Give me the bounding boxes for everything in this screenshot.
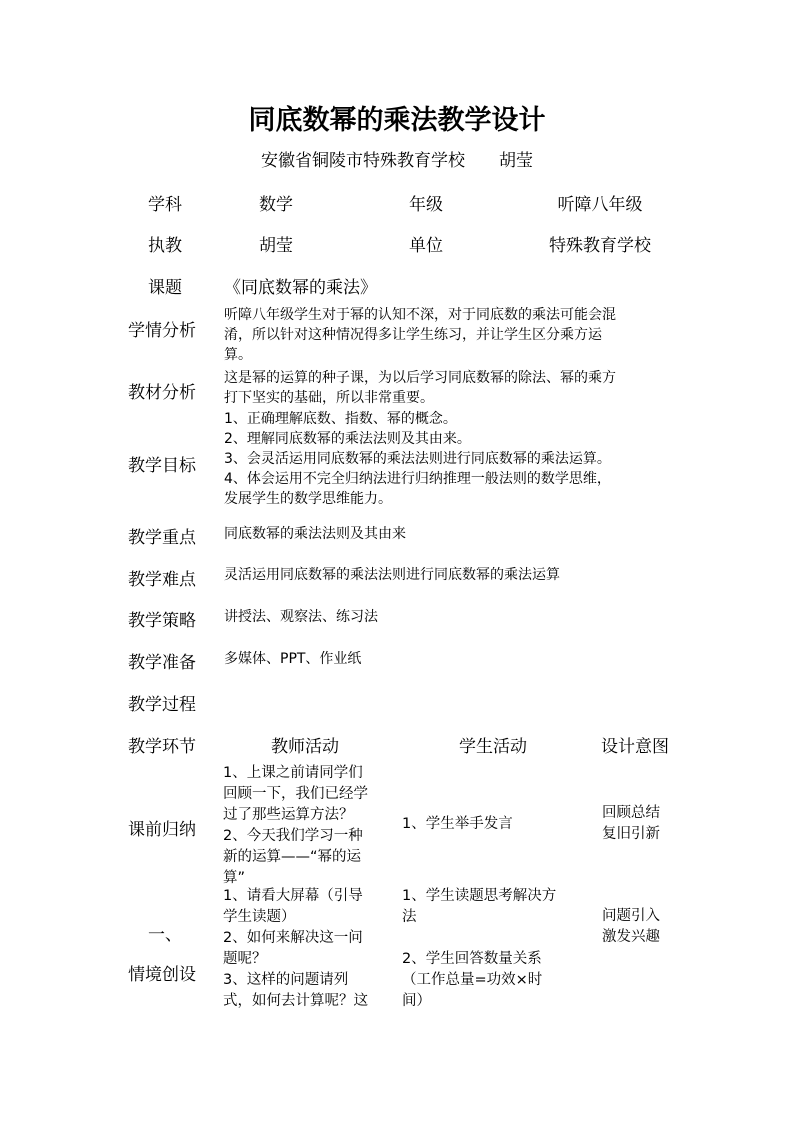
activity-line: 2、今天我们学习一种 bbox=[223, 828, 363, 844]
subject-label: 学科 bbox=[148, 195, 182, 215]
section-content: 灵活运用同底数幂的乘法法则进行同底数幂的乘法运算 bbox=[224, 567, 560, 583]
activity-line: 法 bbox=[402, 909, 417, 925]
section-label: 教材分析 bbox=[128, 383, 196, 403]
section-label: 教学策略 bbox=[128, 611, 196, 631]
content-line: 4、体会运用不完全归纳法进行归纳推理一般法则的数学思维， bbox=[224, 471, 611, 487]
activity-line: 式，如何去计算呢？这 bbox=[223, 993, 368, 1009]
intent-line: 回顾总结 bbox=[602, 805, 660, 821]
activity-line: 2、如何来解决这一问 bbox=[223, 930, 363, 946]
section-content: 讲授法、观察法、练习法 bbox=[224, 609, 378, 625]
subject-value: 数学 bbox=[259, 195, 293, 215]
activity-line: （工作总量=功效×时 bbox=[402, 972, 543, 988]
section-content: 多媒体、PPT、作业纸 bbox=[224, 651, 362, 667]
teacher-value: 胡莹 bbox=[259, 236, 293, 256]
unit-value: 特殊教育学校 bbox=[549, 236, 651, 256]
process-header-teacher: 教师活动 bbox=[271, 737, 339, 757]
section-label: 学情分析 bbox=[128, 321, 196, 341]
process-stage: 情境创设 bbox=[128, 965, 196, 985]
section-label: 教学重点 bbox=[128, 528, 196, 548]
activity-line: 题呢？ bbox=[223, 951, 267, 967]
teacher-label: 执教 bbox=[148, 236, 182, 256]
activity-line: 过了那些运算方法？ bbox=[223, 807, 354, 823]
section-label: 教学难点 bbox=[128, 570, 196, 590]
page-subtitle: 安徽省铜陵市特殊教育学校 胡莹 bbox=[261, 151, 533, 171]
section-label: 教学准备 bbox=[128, 653, 196, 673]
activity-line bbox=[402, 928, 582, 949]
content-line: 3、会灵活运用同底数幂的乘法法则进行同底数幂的乘法运算。 bbox=[224, 451, 611, 467]
content-line: 淆，所以针对这种情况得多让学生练习，并让学生区分乘方运 bbox=[224, 327, 602, 343]
activity-line: 算” bbox=[223, 870, 246, 886]
process-stage-number: 一、 bbox=[148, 925, 182, 945]
activity-line: 1、学生读题思考解决方 bbox=[402, 888, 557, 904]
teacher-activity bbox=[223, 886, 393, 1012]
activity-line: 回顾一下，我们已经学 bbox=[223, 786, 368, 802]
grade-value: 听障八年级 bbox=[557, 195, 643, 215]
design-intent bbox=[602, 906, 682, 948]
intent-line: 复旧引新 bbox=[602, 826, 660, 842]
section-content: 同底数幂的乘法法则及其由来 bbox=[224, 526, 406, 542]
content-line: 打下坚实的基础，所以非常重要。 bbox=[224, 390, 434, 406]
process-stage: 课前归纳 bbox=[128, 820, 196, 840]
topic-value: 《同底数幂的乘法》 bbox=[224, 278, 377, 298]
section-label: 教学目标 bbox=[128, 456, 196, 476]
activity-line: 2、学生回答数量关系 bbox=[402, 951, 542, 967]
content-line: 这是幂的运算的种子课，为以后学习同底数幂的除法、幂的乘方 bbox=[224, 370, 616, 386]
teacher-activity bbox=[223, 763, 393, 889]
activity-line: 1、学生举手发言 bbox=[402, 816, 513, 832]
activity-line: 1、请看大屏幕（引导 bbox=[223, 888, 363, 904]
activity-line: 新的运算——“幂的运 bbox=[223, 849, 362, 865]
section-content bbox=[224, 305, 684, 365]
activity-line: 3、这样的问题请列 bbox=[223, 972, 349, 988]
page-title: 同底数幂的乘法教学设计 bbox=[248, 105, 546, 136]
section-content bbox=[224, 409, 684, 509]
unit-label: 单位 bbox=[409, 236, 443, 256]
content-line: 听障八年级学生对于幂的认知不深，对于同底数的乘法可能会混 bbox=[224, 307, 616, 323]
process-header-student: 学生活动 bbox=[459, 737, 527, 757]
content-line: 2、理解同底数幂的乘法法则及其由来。 bbox=[224, 431, 471, 447]
activity-line: 1、上课之前请同学们 bbox=[223, 765, 363, 781]
content-line: 1、正确理解底数、指数、幂的概念。 bbox=[224, 411, 457, 427]
topic-label: 课题 bbox=[148, 278, 182, 298]
intent-line: 问题引入 bbox=[602, 908, 660, 924]
section-label: 教学过程 bbox=[128, 695, 196, 715]
content-line: 发展学生的数学思维能力。 bbox=[224, 491, 392, 507]
student-activity bbox=[402, 814, 582, 835]
design-intent bbox=[602, 803, 682, 845]
process-header-stage: 教学环节 bbox=[128, 737, 196, 757]
section-content bbox=[224, 368, 684, 408]
content-line: 算。 bbox=[224, 347, 252, 363]
activity-line: 间） bbox=[402, 993, 431, 1009]
intent-line: 激发兴趣 bbox=[602, 929, 660, 945]
student-activity bbox=[402, 886, 582, 1012]
process-header-intent: 设计意图 bbox=[601, 737, 669, 757]
grade-label: 年级 bbox=[409, 195, 443, 215]
activity-line: 学生读题） bbox=[223, 909, 296, 925]
